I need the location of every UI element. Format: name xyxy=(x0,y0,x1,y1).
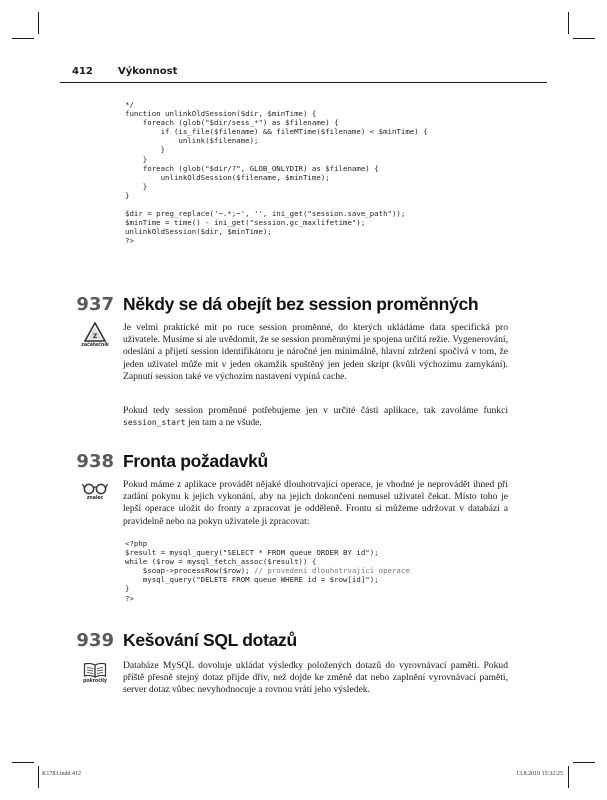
code-line: } xyxy=(125,145,166,155)
code-line: unlink($filename); xyxy=(125,136,259,146)
section-number: 938 xyxy=(76,451,114,472)
code-block-top xyxy=(125,100,428,246)
code-line: mysql_query("DELETE FROM queue WHERE id = $row[id]"); xyxy=(125,575,379,585)
inline-code: session_start xyxy=(123,418,186,428)
code-line: $dir = preg_replace('~.*;~', '', ini_get("session.save_path")); xyxy=(125,209,406,219)
page-number: 412 xyxy=(72,66,93,77)
section-title: Někdy se dá obejít bez session proměnných xyxy=(123,294,479,314)
code-line: $minTime = time() - ini_get("session.gc_maxlifetime"); xyxy=(125,218,366,228)
code-line: } xyxy=(125,584,130,594)
crop-mark xyxy=(38,766,39,788)
code-block-queue xyxy=(125,539,410,603)
badge-label: pokročilý xyxy=(83,679,107,684)
glasses-icon xyxy=(82,481,108,495)
chapter-title: Výkonnost xyxy=(118,66,178,77)
badge-label: začátečník xyxy=(81,343,109,348)
book-icon xyxy=(83,662,107,678)
code-line: <?php xyxy=(125,539,148,548)
code-line: unlinkOldSession($filename, $minTime); xyxy=(125,172,330,182)
code-line: function unlinkOldSession($dir, $minTime) { xyxy=(125,109,317,119)
code-line: */ xyxy=(125,100,134,109)
code-comment: // provedení dlouhotrvající operace xyxy=(254,566,410,576)
code-line: $result = mysql_query("SELECT * FROM queue ORDER BY id"); xyxy=(125,548,379,558)
paragraph-text: Pokud tedy session proměnné potřebujeme jen v určité části aplikace, tak zavoláme funkci xyxy=(123,405,508,416)
code-line: unlinkOldSession($dir, $minTime); xyxy=(125,227,272,237)
running-header xyxy=(60,66,547,80)
crop-mark xyxy=(568,766,569,788)
header-rule xyxy=(60,82,547,83)
paragraph xyxy=(123,405,508,429)
section-number: 939 xyxy=(76,630,114,651)
section-title: Kešování SQL dotazů xyxy=(123,630,297,650)
code-line: } xyxy=(125,181,148,191)
code-line xyxy=(125,200,428,209)
level-badge-expert xyxy=(80,481,110,501)
code-line: ?> xyxy=(125,593,134,603)
code-line: ?> xyxy=(125,236,134,246)
code-line: if (is_file($filename) && fileMTime($filename) < $minTime) { xyxy=(125,127,428,137)
crop-mark xyxy=(573,762,595,763)
level-badge-beginner xyxy=(80,322,110,348)
footer-file-info: K1783.indd 412 xyxy=(42,771,81,777)
code-line: } xyxy=(125,154,148,164)
code-line: while ($row = mysql_fetch_assoc($result)) { xyxy=(125,557,317,567)
footer-timestamp: 13.8.2010 15:32:25 xyxy=(516,771,563,777)
code-line: foreach (glob("$dir/?", GLOB_ONLYDIR) as $filename) { xyxy=(125,163,379,173)
crop-mark xyxy=(38,12,39,34)
paragraph: Pokud máme z aplikace provádět nějaké dlouhotrvající operace, je vhodné je neprovádět ihned při zadání pokynu k jejich vykonání, aby na jejich dokončení nemusel uživatel čekat. Místo toho je lepší operace uložit do fronty a zpracovat je odděleně. Frontu si můžeme udržovat v databázi a pravidelně nebo na pokyn uživatele ji zpracovat: xyxy=(123,479,508,527)
code-line xyxy=(125,566,410,575)
paragraph: Je velmi praktické mít po ruce session proměnné, do kterých ukládáme data specifická pro uživatele. Musíme si ale uvědomit, že se session proměnnými je spojena určitá režie. Vygenerování, odeslání a přijetí session identifikátoru je náročné jen minimálně, hlavní zdržení spočívá v tom, že jeden uživatel může mít v jeden okamžik spuštěný jen jeden skript (kvůli výchozímu zamykání). Zapnutí session také ve výchozím nastavení vypíná cache. xyxy=(123,322,508,382)
paragraph-text: jen tam a ne všude. xyxy=(185,417,262,429)
beginner-sign-icon xyxy=(84,322,106,342)
level-badge-advanced xyxy=(80,662,110,684)
badge-label: znalec xyxy=(86,496,104,501)
section-title: Fronta požadavků xyxy=(123,451,268,471)
code-text: $soap->processRow($row); xyxy=(125,566,255,576)
crop-mark xyxy=(12,762,34,763)
crop-mark xyxy=(573,38,595,39)
code-line: foreach (glob("$dir/sess_*") as $filename) { xyxy=(125,118,339,128)
section-number: 937 xyxy=(76,294,114,315)
code-line: } xyxy=(125,190,130,200)
svg-text:Z: Z xyxy=(92,333,98,340)
crop-mark xyxy=(568,12,569,34)
paragraph: Databáze MySQL dovoluje ukládat výsledky položených dotazů do vyrovnávací paměti. Pokud příště přesně stejný dotaz přijde dřív, než dojde ke změně dat nebo zaplnění vyrovnávací paměti, server dotaz vůbec nevyhodnocuje a rovnou vrátí jeho výsledek. xyxy=(123,660,508,696)
crop-mark xyxy=(12,38,34,39)
